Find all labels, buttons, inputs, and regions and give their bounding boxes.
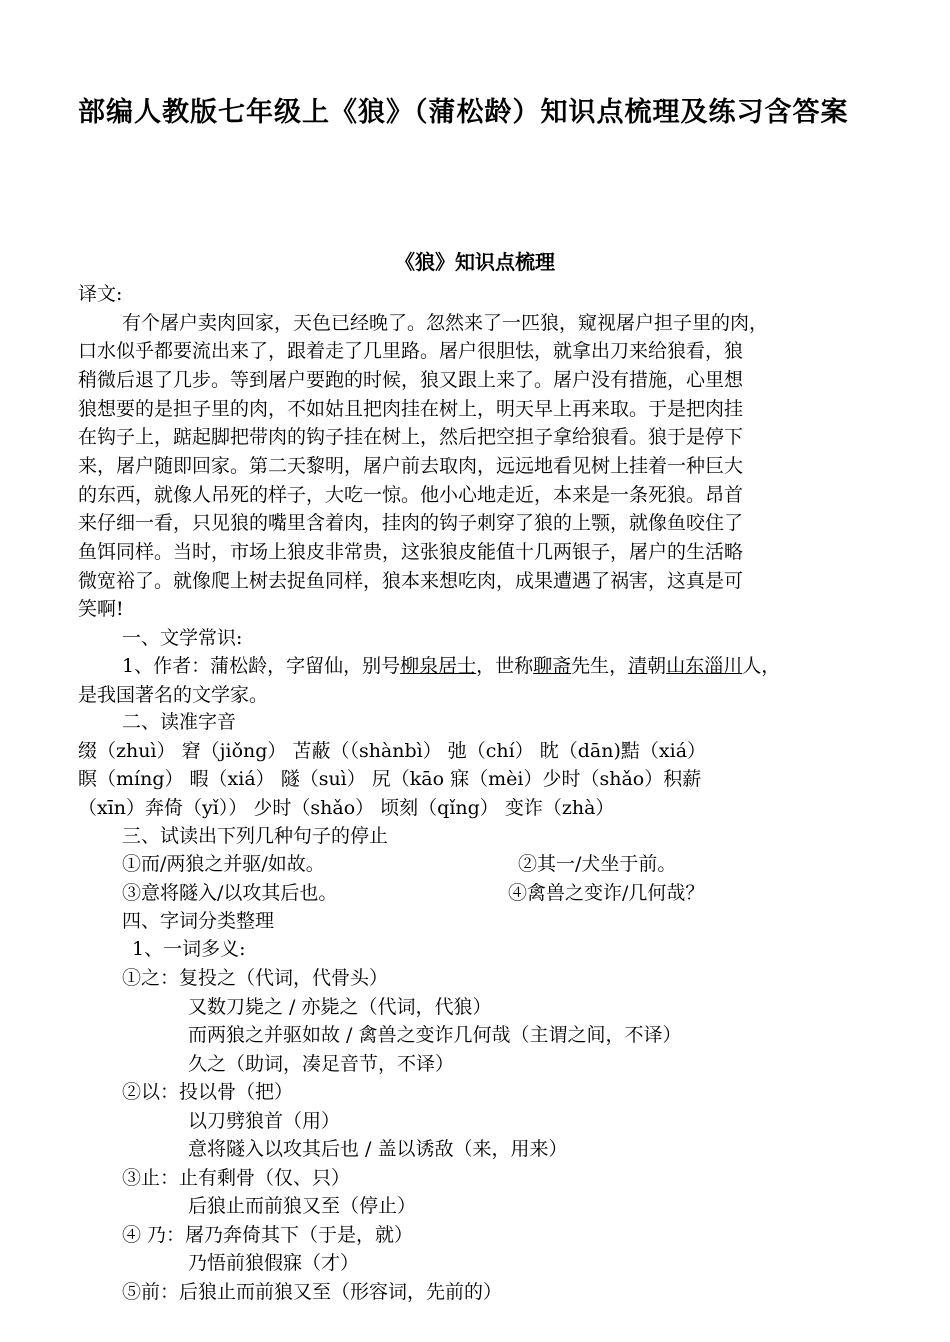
literary-heading: 一、文学常识: [122, 627, 243, 649]
pronunciation-heading: 二、读准字音 [122, 711, 237, 733]
polysemy-item: 而两狼之并驱如故 / 禽兽之变诈几何哉（主谓之间，不译） [188, 1024, 682, 1046]
translation-line: 笑啊! [78, 598, 124, 620]
polysemy-item: 久之（助词，凑足音节，不译） [188, 1053, 455, 1075]
polysemy-item: ⑤前：后狼止而前狼又至（形容词，先前的） [122, 1281, 503, 1303]
pause-sentence: ④禽兽之变诈/几何哉？ [508, 882, 705, 904]
words-heading: 四、字词分类整理 [122, 910, 275, 932]
polysemy-item: 乃悟前狼假寐（才） [188, 1252, 360, 1274]
pause-sentence: ②其一/犬坐于前。 [518, 853, 677, 875]
polysemy-item: ④ 乃：屠乃奔倚其下（于是，就） [122, 1224, 414, 1246]
polysemy-item: ③止：止有剩骨（仅、只） [122, 1167, 351, 1189]
polysemy-item: ①之：复投之（代词，代骨头） [122, 967, 389, 989]
polysemy-item: ②以：投以骨（把） [122, 1081, 294, 1103]
polysemy-item: 后狼止而前狼又至（停止） [188, 1195, 417, 1217]
pronunciation-line: 缀（zhuì） 窘（jiǒng） 苫蔽（（shànbì） 弛（chí） 眈（dān)黠（xiá） [78, 740, 707, 762]
polysemy-item: 意将隧入以攻其后也 / 盖以诱敌（来，用来） [188, 1138, 568, 1160]
translation-line: 来，屠户随即回家。第二天黎明，屠户前去取肉，远远地看见树上挂着一种巨大 [78, 455, 744, 477]
polysemy-item: 又数刀毙之 / 亦毙之（代词，代狼） [188, 996, 492, 1018]
section-heading: 《狼》知识点梳理 [395, 250, 555, 274]
pronunciation-line: 瞑（míng） 暇（xiá） 隧（suì） 尻（kāo 寐（mèi）少时（shǎo）积薪 [78, 768, 702, 790]
author-text: 1、作者：蒲松龄，字留仙，别号 [122, 655, 401, 677]
author-line [122, 655, 780, 677]
pause-sentence: ①而/两狼之并驱/如故。 [122, 853, 325, 875]
polysemy-item: 以刀劈狼首（用） [188, 1110, 341, 1132]
author-dynasty: 清 [628, 655, 648, 677]
translation-line: 的东西，就像人吊死的样子，大吃一惊。他小心地走近，本来是一条死狼。昂首 [78, 484, 744, 506]
pronunciation-line: （xīn）奔倚（yǐ）） 少时（shǎo） 顷刻（qǐng） 变诈（zhà） [78, 797, 615, 819]
author-text: 朝 [647, 655, 667, 677]
translation-line: 在钩子上，踮起脚把带肉的钩子挂在树上，然后把空担子拿给狼看。狼于是停下 [78, 426, 744, 448]
author-text: 先生， [571, 655, 629, 677]
words-subheading: 1、一词多义: [132, 938, 246, 960]
translation-line: 口水似乎都要流出来了，跟着走了几里路。屠户很胆怯，就拿出刀来给狼看，狼 [78, 340, 744, 362]
author-title: 聊斋 [533, 655, 572, 677]
author-pseudonym: 柳泉居士 [400, 655, 477, 677]
translation-line: 微宽裕了。就像爬上树去捉鱼同样，狼本来想吃肉，成果遭遇了祸害，这真是可 [78, 570, 744, 592]
author-text: 人， [742, 655, 781, 677]
pause-sentence: ③意将隧入/以攻其后也。 [122, 882, 338, 904]
translation-label: 译文: [78, 283, 123, 305]
translation-line: 稍微后退了几步。等到屠户要跑的时候，狼又跟上来了。屠户没有措施，心里想 [78, 369, 744, 391]
translation-line: 有个屠户卖肉回家，天色已经晚了。忽然来了一匹狼，窥视屠户担子里的肉， [122, 312, 769, 334]
translation-line: 来仔细一看，只见狼的嘴里含着肉，挂肉的钩子刺穿了狼的上颚，就像鱼咬住了 [78, 512, 744, 534]
translation-line: 狼想要的是担子里的肉，不如姑且把肉挂在树上，明天早上再来取。于是把肉挂 [78, 398, 744, 420]
translation-line: 鱼饵同样。当时，市场上狼皮非常贵，这张狼皮能值十几两银子，屠户的生活略 [78, 541, 744, 563]
author-line: 是我国著名的文学家。 [78, 684, 269, 706]
author-text: ，世称 [476, 655, 534, 677]
document-title: 部编人教版七年级上《狼》（蒲松龄）知识点梳理及练习含答案 [78, 97, 849, 128]
author-hometown: 山东淄川 [666, 655, 743, 677]
pause-heading: 三、试读出下列几种句子的停止 [122, 825, 389, 847]
